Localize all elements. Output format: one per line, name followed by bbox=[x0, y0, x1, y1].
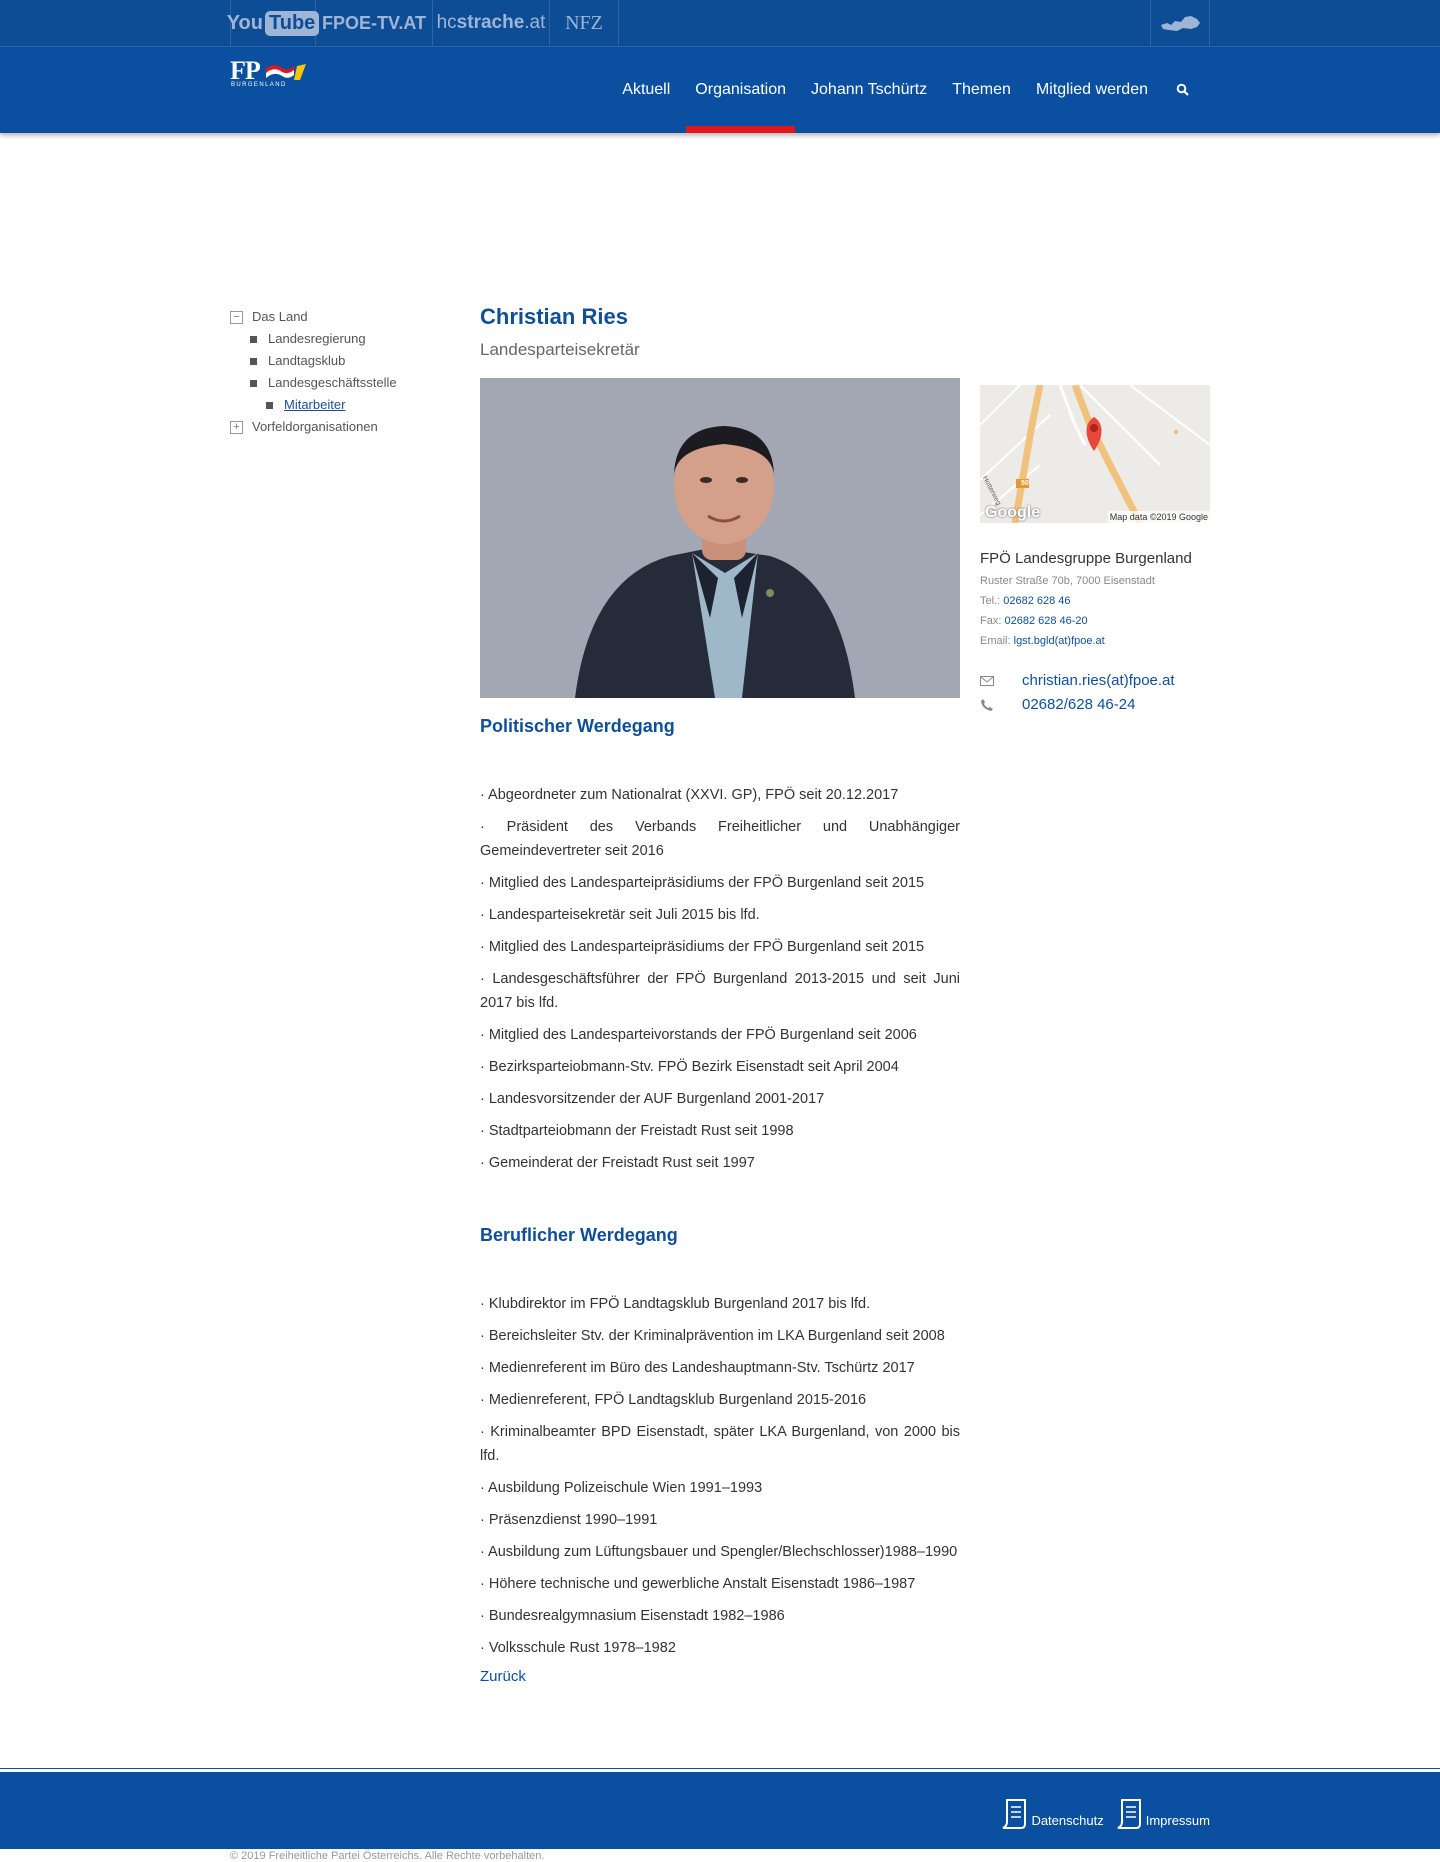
list-item: · Medienreferent, FPÖ Landtagsklub Burgenland 2015-2016 bbox=[480, 1392, 867, 1408]
list-item: · Mitglied des Landesparteipräsidiums der FPÖ Burgenland seit 2015 bbox=[480, 875, 925, 891]
contact-email-link[interactable]: christian.ries(at)fpoe.at bbox=[1022, 672, 1175, 689]
contact-sidebar bbox=[980, 385, 1210, 717]
list-item: · Bereichsleiter Stv. der Kriminalprävention im LKA Burgenland seit 2008 bbox=[480, 1328, 945, 1344]
list-item: · Präsident des Verbands Freiheitlicher und Unabhängiger Gemeindevertreter seit 2016 bbox=[480, 819, 960, 859]
list-item: · Stadtparteiobmann der Freistadt Rust seit 1998 bbox=[480, 1123, 794, 1139]
main-content bbox=[480, 303, 960, 1685]
list-item: · Volksschule Rust 1978–1982 bbox=[480, 1640, 676, 1656]
list-item: · Kriminalbeamter BPD Eisenstadt, später LKA Burgenland, von 2000 bis lfd. bbox=[480, 1424, 960, 1464]
personal-contact bbox=[980, 669, 1210, 717]
envelope-icon bbox=[980, 674, 994, 688]
tree-item-vorfeldorganisationen[interactable] bbox=[230, 416, 460, 438]
list-item: · Höhere technische und gewerbliche Anstalt Eisenstadt 1986–1987 bbox=[480, 1576, 916, 1592]
fax-value: 02682 628 46-20 bbox=[1004, 615, 1088, 627]
strache-text: strache bbox=[456, 12, 525, 33]
list-item: · Landesvorsitzender der AUF Burgenland 2001-2017 bbox=[480, 1091, 825, 1107]
expand-icon[interactable]: + bbox=[230, 421, 243, 434]
sidebar-tree bbox=[230, 306, 460, 438]
phone-icon bbox=[980, 698, 994, 712]
google-logo: Google bbox=[985, 504, 1041, 521]
office-email-link[interactable]: lgst.bgld(at)fpoe.at bbox=[1013, 635, 1105, 647]
list-item: · Gemeinderat der Freistadt Rust seit 1997 bbox=[480, 1155, 755, 1171]
tree-label-landesregierung[interactable]: Landesregierung bbox=[268, 331, 366, 346]
fax-label: Fax: bbox=[980, 615, 1002, 627]
collapse-icon[interactable]: − bbox=[230, 311, 243, 324]
tree-item-landesregierung[interactable] bbox=[230, 328, 460, 350]
tree-label-vorfeldorganisationen[interactable]: Vorfeldorganisationen bbox=[252, 419, 378, 434]
road-number-label: 50 bbox=[1021, 480, 1029, 487]
main-navbar bbox=[0, 47, 1440, 133]
youtube-tube: Tube bbox=[265, 11, 319, 36]
tree-label-landesgeschaeftsstelle[interactable]: Landesgeschäftsstelle bbox=[268, 375, 397, 390]
list-item: · Präsenzdienst 1990–1991 bbox=[480, 1512, 658, 1528]
footer-datenschutz-link[interactable] bbox=[999, 1798, 1103, 1834]
document-icon bbox=[999, 1798, 1029, 1832]
tree-label-das-land[interactable]: Das Land bbox=[252, 309, 308, 324]
tree-item-mitarbeiter[interactable] bbox=[230, 394, 460, 416]
contact-phone-link[interactable]: 02682/628 46-24 bbox=[1022, 696, 1136, 713]
tree-label-landtagsklub[interactable]: Landtagsklub bbox=[268, 353, 346, 368]
office-address: Ruster Straße 70b, 7000 Eisenstadt bbox=[980, 575, 1155, 587]
list-item: · Ausbildung Polizeischule Wien 1991–1993 bbox=[480, 1480, 763, 1496]
footer-datenschutz-label: Datenschutz bbox=[1031, 1813, 1104, 1828]
tel-label: Tel.: bbox=[980, 595, 1001, 607]
contact-email-row bbox=[980, 669, 1210, 693]
logo-text: FP bbox=[230, 56, 260, 85]
contact-phone-row bbox=[980, 693, 1210, 717]
section-heading-politischer: Politischer Werdegang bbox=[480, 716, 675, 736]
document-icon bbox=[1114, 1798, 1144, 1832]
office-email bbox=[980, 635, 1210, 647]
austria-map-icon bbox=[1159, 13, 1201, 33]
hcstrache-link[interactable] bbox=[433, 0, 550, 46]
bullet-square-icon bbox=[250, 358, 257, 365]
logo-subtitle: BURGENLAND bbox=[231, 82, 287, 88]
email-label: Email: bbox=[980, 635, 1011, 647]
fpoe-burgenland-logo[interactable] bbox=[230, 56, 312, 89]
hc-text: hc bbox=[436, 12, 457, 33]
tree-label-mitarbeiter[interactable]: Mitarbeiter bbox=[284, 397, 346, 412]
copyright-text: © 2019 Freiheitliche Partei Österreichs. Alle Rechte vorbehalten. bbox=[230, 1850, 545, 1862]
list-item: · Mitglied des Landesparteipräsidiums der FPÖ Burgenland seit 2015 bbox=[480, 939, 925, 955]
map-credit: Map data ©2019 Google bbox=[1109, 512, 1208, 522]
nav-themen[interactable]: Themen bbox=[952, 81, 1011, 98]
politischer-list bbox=[480, 783, 960, 1175]
office-fax bbox=[980, 615, 1210, 627]
footer-impressum-label: Impressum bbox=[1145, 1813, 1210, 1828]
youtube-link[interactable] bbox=[226, 0, 316, 46]
map-illustration bbox=[980, 385, 1210, 523]
nav-johann-tschuertz[interactable]: Johann Tschürtz bbox=[811, 81, 928, 98]
search-icon[interactable] bbox=[1176, 83, 1190, 97]
nav-mitglied-werden[interactable]: Mitglied werden bbox=[1035, 81, 1148, 98]
location-map[interactable] bbox=[980, 385, 1210, 523]
bullet-square-icon bbox=[250, 380, 257, 387]
bullet-square-icon bbox=[250, 336, 257, 343]
at-text: .at bbox=[524, 12, 546, 33]
topbar-spacer bbox=[619, 0, 1151, 46]
nav-organisation[interactable]: Organisation bbox=[695, 47, 786, 133]
tree-item-landesgeschaeftsstelle[interactable] bbox=[230, 372, 460, 394]
person-role: Landesparteisekretär bbox=[480, 340, 640, 359]
youtube-you: You bbox=[226, 11, 263, 34]
section-heading-beruflicher: Beruflicher Werdegang bbox=[480, 1225, 678, 1245]
office-tel bbox=[980, 595, 1210, 607]
fpoe-tv-link[interactable]: FPOE-TV.AT bbox=[316, 0, 433, 46]
portrait-photo bbox=[480, 378, 960, 698]
portrait-illustration bbox=[480, 378, 960, 698]
office-name: FPÖ Landesgruppe Burgenland bbox=[980, 550, 1192, 567]
tel-link[interactable]: 02682 628 46 bbox=[1003, 595, 1071, 607]
bullet-square-icon bbox=[266, 402, 273, 409]
beruflicher-list bbox=[480, 1292, 960, 1660]
list-item: · Abgeordneter zum Nationalrat (XXVI. GP), FPÖ seit 20.12.2017 bbox=[480, 787, 899, 803]
logo-flag-icon bbox=[264, 63, 308, 81]
top-bar bbox=[0, 0, 1440, 47]
list-item: · Landesgeschäftsführer der FPÖ Burgenland 2013-2015 und seit Juni 2017 bis lfd. bbox=[480, 971, 960, 1011]
austria-map-link[interactable] bbox=[1151, 0, 1210, 46]
list-item: · Landesparteisekretär seit Juli 2015 bis lfd. bbox=[480, 907, 760, 923]
back-link[interactable]: Zurück bbox=[480, 1668, 526, 1685]
list-item: · Bundesrealgymnasium Eisenstadt 1982–1986 bbox=[480, 1608, 785, 1624]
tree-item-landtagsklub[interactable] bbox=[230, 350, 460, 372]
nav-aktuell[interactable]: Aktuell bbox=[622, 81, 671, 98]
list-item: · Medienreferent im Büro des Landeshauptmann-Stv. Tschürtz 2017 bbox=[480, 1360, 915, 1376]
list-item: · Ausbildung zum Lüftungsbauer und Spengler/Blechschlosser)1988–1990 bbox=[480, 1544, 958, 1560]
main-nav bbox=[597, 47, 1190, 133]
list-item: · Bezirksparteiobmann-Stv. FPÖ Bezirk Eisenstadt seit April 2004 bbox=[480, 1059, 899, 1075]
footer-impressum-link[interactable] bbox=[1114, 1798, 1210, 1834]
street-label: Hotterweg bbox=[980, 475, 1002, 507]
footer bbox=[0, 1769, 1440, 1849]
list-item: · Klubdirektor im FPÖ Landtagsklub Burgenland 2017 bis lfd. bbox=[480, 1296, 871, 1312]
nfz-link[interactable]: NFZ bbox=[550, 0, 619, 46]
tree-item-das-land[interactable] bbox=[230, 306, 460, 328]
list-item: · Mitglied des Landesparteivorstands der FPÖ Burgenland seit 2006 bbox=[480, 1027, 917, 1043]
page-title: Christian Ries bbox=[480, 304, 628, 329]
